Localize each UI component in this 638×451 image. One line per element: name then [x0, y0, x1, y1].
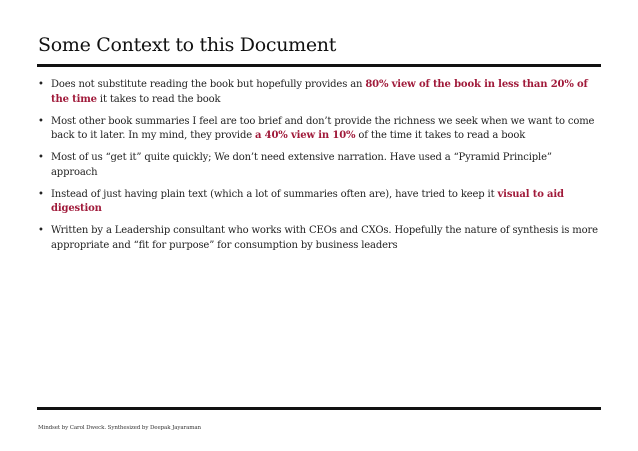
highlighted-text: visual to aid digestion	[51, 188, 564, 214]
bullet-item	[38, 224, 598, 253]
bullet-item	[38, 188, 598, 217]
bullet-dot-icon: •	[38, 188, 44, 200]
bullet-text: of the time it takes to read a book	[355, 130, 526, 141]
footer-credit: Mindset by Carol Dweck. Synthesized by Deepak Jayaraman	[38, 425, 202, 431]
bullet-dot-icon: •	[38, 152, 44, 163]
bullet-dot-icon: •	[38, 115, 44, 127]
bullet-text: Written by a Leadership consultant who works with CEOs and CXOs. Hopefully the nature of synthesis is more appropriate and “fit for purpose” for consumption by business leaders	[51, 225, 598, 251]
bullet-item	[38, 78, 598, 107]
bullet-item	[38, 151, 598, 180]
bullet-text: Instead of just having plain text (which a lot of summaries often are), have tried to keep it	[51, 188, 498, 200]
bullet-text: Most other book summaries I feel are too brief and don’t provide the richness we seek when we want to come back to it later. In my mind, they provide	[51, 115, 595, 141]
highlighted-text: a 40% view in 10%	[255, 130, 356, 141]
bullet-dot-icon: •	[38, 79, 44, 90]
bullet-text: Does not substitute reading the book but hopefully provides an	[51, 79, 366, 90]
bullet-item	[38, 115, 598, 144]
highlighted-text: 80% view of the book in less than 20% of the time	[51, 79, 588, 105]
bullet-text: Most of us “get it” quite quickly; We don’t need extensive narration. Have used a “Pyramid Principle” approach	[51, 152, 552, 178]
page-title: Some Context to this Document	[38, 34, 337, 56]
title-divider	[37, 64, 601, 67]
footer-divider	[37, 407, 601, 410]
bullet-text: it takes to read the book	[96, 93, 221, 105]
bullet-list	[38, 78, 598, 261]
bullet-dot-icon: •	[38, 225, 44, 236]
